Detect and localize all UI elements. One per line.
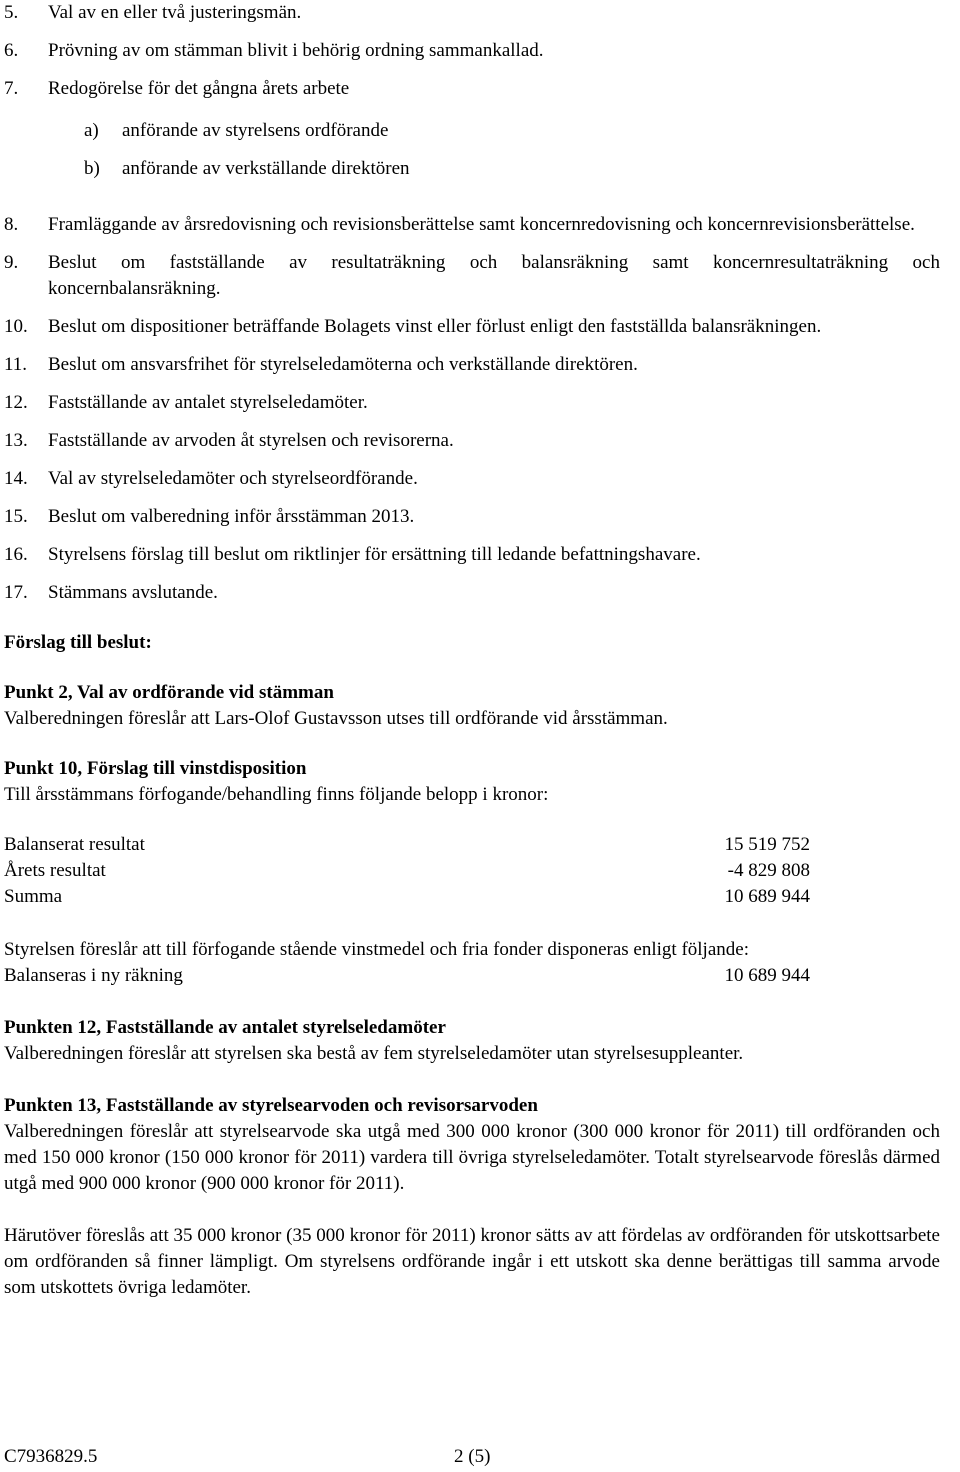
section-heading-punkt-2: Punkt 2, Val av ordförande vid stämman bbox=[4, 682, 334, 703]
board-proposal-text: Styrelsen föreslår att till förfogande stående vinstmedel och fria fonder disponeras enligt följande: bbox=[4, 939, 749, 960]
section-text-punkt-12: Valberedningen föreslår att styrelsen ska bestå av fem styrelseledamöter utan styrelsesuppleanter. bbox=[4, 1043, 744, 1064]
result-row: Summa 10 689 944 bbox=[4, 886, 810, 907]
agenda-item-6: 6. Prövning av om stämman blivit i behörig ordning sammankallad. bbox=[4, 40, 544, 61]
page-number: 2 (5) bbox=[454, 1446, 491, 1467]
agenda-item-14: 14. Val av styrelseledamöter och styrelseordförande. bbox=[4, 468, 418, 489]
agenda-subitem-b: b) anförande av verkställande direktören bbox=[84, 158, 410, 179]
section-heading-punkt-13: Punkten 13, Fastställande av styrelsearvoden och revisorsarvoden bbox=[4, 1095, 538, 1116]
agenda-item-5: 5. Val av en eller två justeringsmän. bbox=[4, 2, 302, 23]
agenda-item-8: 8. Framläggande av årsredovisning och revisionsberättelse samt koncernredovisning och koncernrevisionsberättelse. bbox=[4, 214, 915, 235]
section-intro-punkt-10: Till årsstämmans förfogande/behandling finns följande belopp i kronor: bbox=[4, 784, 549, 805]
document-id: C7936829.5 bbox=[4, 1446, 98, 1467]
agenda-item-7: 7. Redogörelse för det gångna årets arbete bbox=[4, 78, 350, 99]
agenda-item-17: 17. Stämmans avslutande. bbox=[4, 582, 218, 603]
agenda-item-13: 13. Fastställande av arvoden åt styrelsen och revisorerna. bbox=[4, 430, 454, 451]
section-heading-punkt-12: Punkten 12, Fastställande av antalet styrelseledamöter bbox=[4, 1017, 446, 1038]
section-text-punkt-13: Valberedningen föreslår att styrelsearvode ska utgå med 300 000 kronor (300 000 kronor för 2011) till ordföranden och med 150 000 kronor (150 000 kronor för 2011) vardera till övriga styrelseledamöter. Totalt styrelsearvode föreslås därmed utgå med 900 000 kronor (900 000 kronor för 2011). bbox=[4, 1121, 940, 1194]
agenda-item-11: 11. Beslut om ansvarsfrihet för styrelseledamöterna och verkställande direktören. bbox=[4, 354, 638, 375]
agenda-item-16: 16. Styrelsens förslag till beslut om riktlinjer för ersättning till ledande befattningshavare. bbox=[4, 544, 701, 565]
document-page bbox=[4, 0, 940, 1301]
agenda-item-10: 10. Beslut om dispositioner beträffande Bolagets vinst eller förlust enligt den fastställda balansräkningen. bbox=[4, 316, 822, 337]
result-table bbox=[4, 832, 940, 910]
agenda-item-9: 9. Beslut om fastställande av resultaträkning och balansräkning samt koncernresultaträkning och koncernbalansräkning. bbox=[4, 252, 940, 299]
proposals-heading: Förslag till beslut: bbox=[4, 632, 152, 653]
section-text-punkt-2: Valberedningen föreslår att Lars-Olof Gustavsson utses till ordförande vid årsstämman. bbox=[4, 708, 668, 729]
agenda-item-15: 15. Beslut om valberedning inför årsstämman 2013. bbox=[4, 506, 415, 527]
carry-forward-row: Balanseras i ny räkning 10 689 944 bbox=[4, 965, 810, 986]
section-text-punkt-13-extra: Härutöver föreslås att 35 000 kronor (35 000 kronor för 2011) kronor sätts av att fördelas av ordföranden för utskottsarbete om ordföranden så finner lämpligt. Om styrelsens ordförande ingår i ett utskott ska denne berättigas till samma arvode som utskottets övriga ledamöter. bbox=[4, 1225, 940, 1298]
agenda-item-12: 12. Fastställande av antalet styrelseledamöter. bbox=[4, 392, 368, 413]
agenda-subitem-a: a) anförande av styrelsens ordförande bbox=[84, 120, 389, 141]
section-heading-punkt-10: Punkt 10, Förslag till vinstdisposition bbox=[4, 758, 307, 779]
result-row: Balanserat resultat 15 519 752 bbox=[4, 834, 810, 855]
result-row: Årets resultat -4 829 808 bbox=[4, 860, 810, 881]
